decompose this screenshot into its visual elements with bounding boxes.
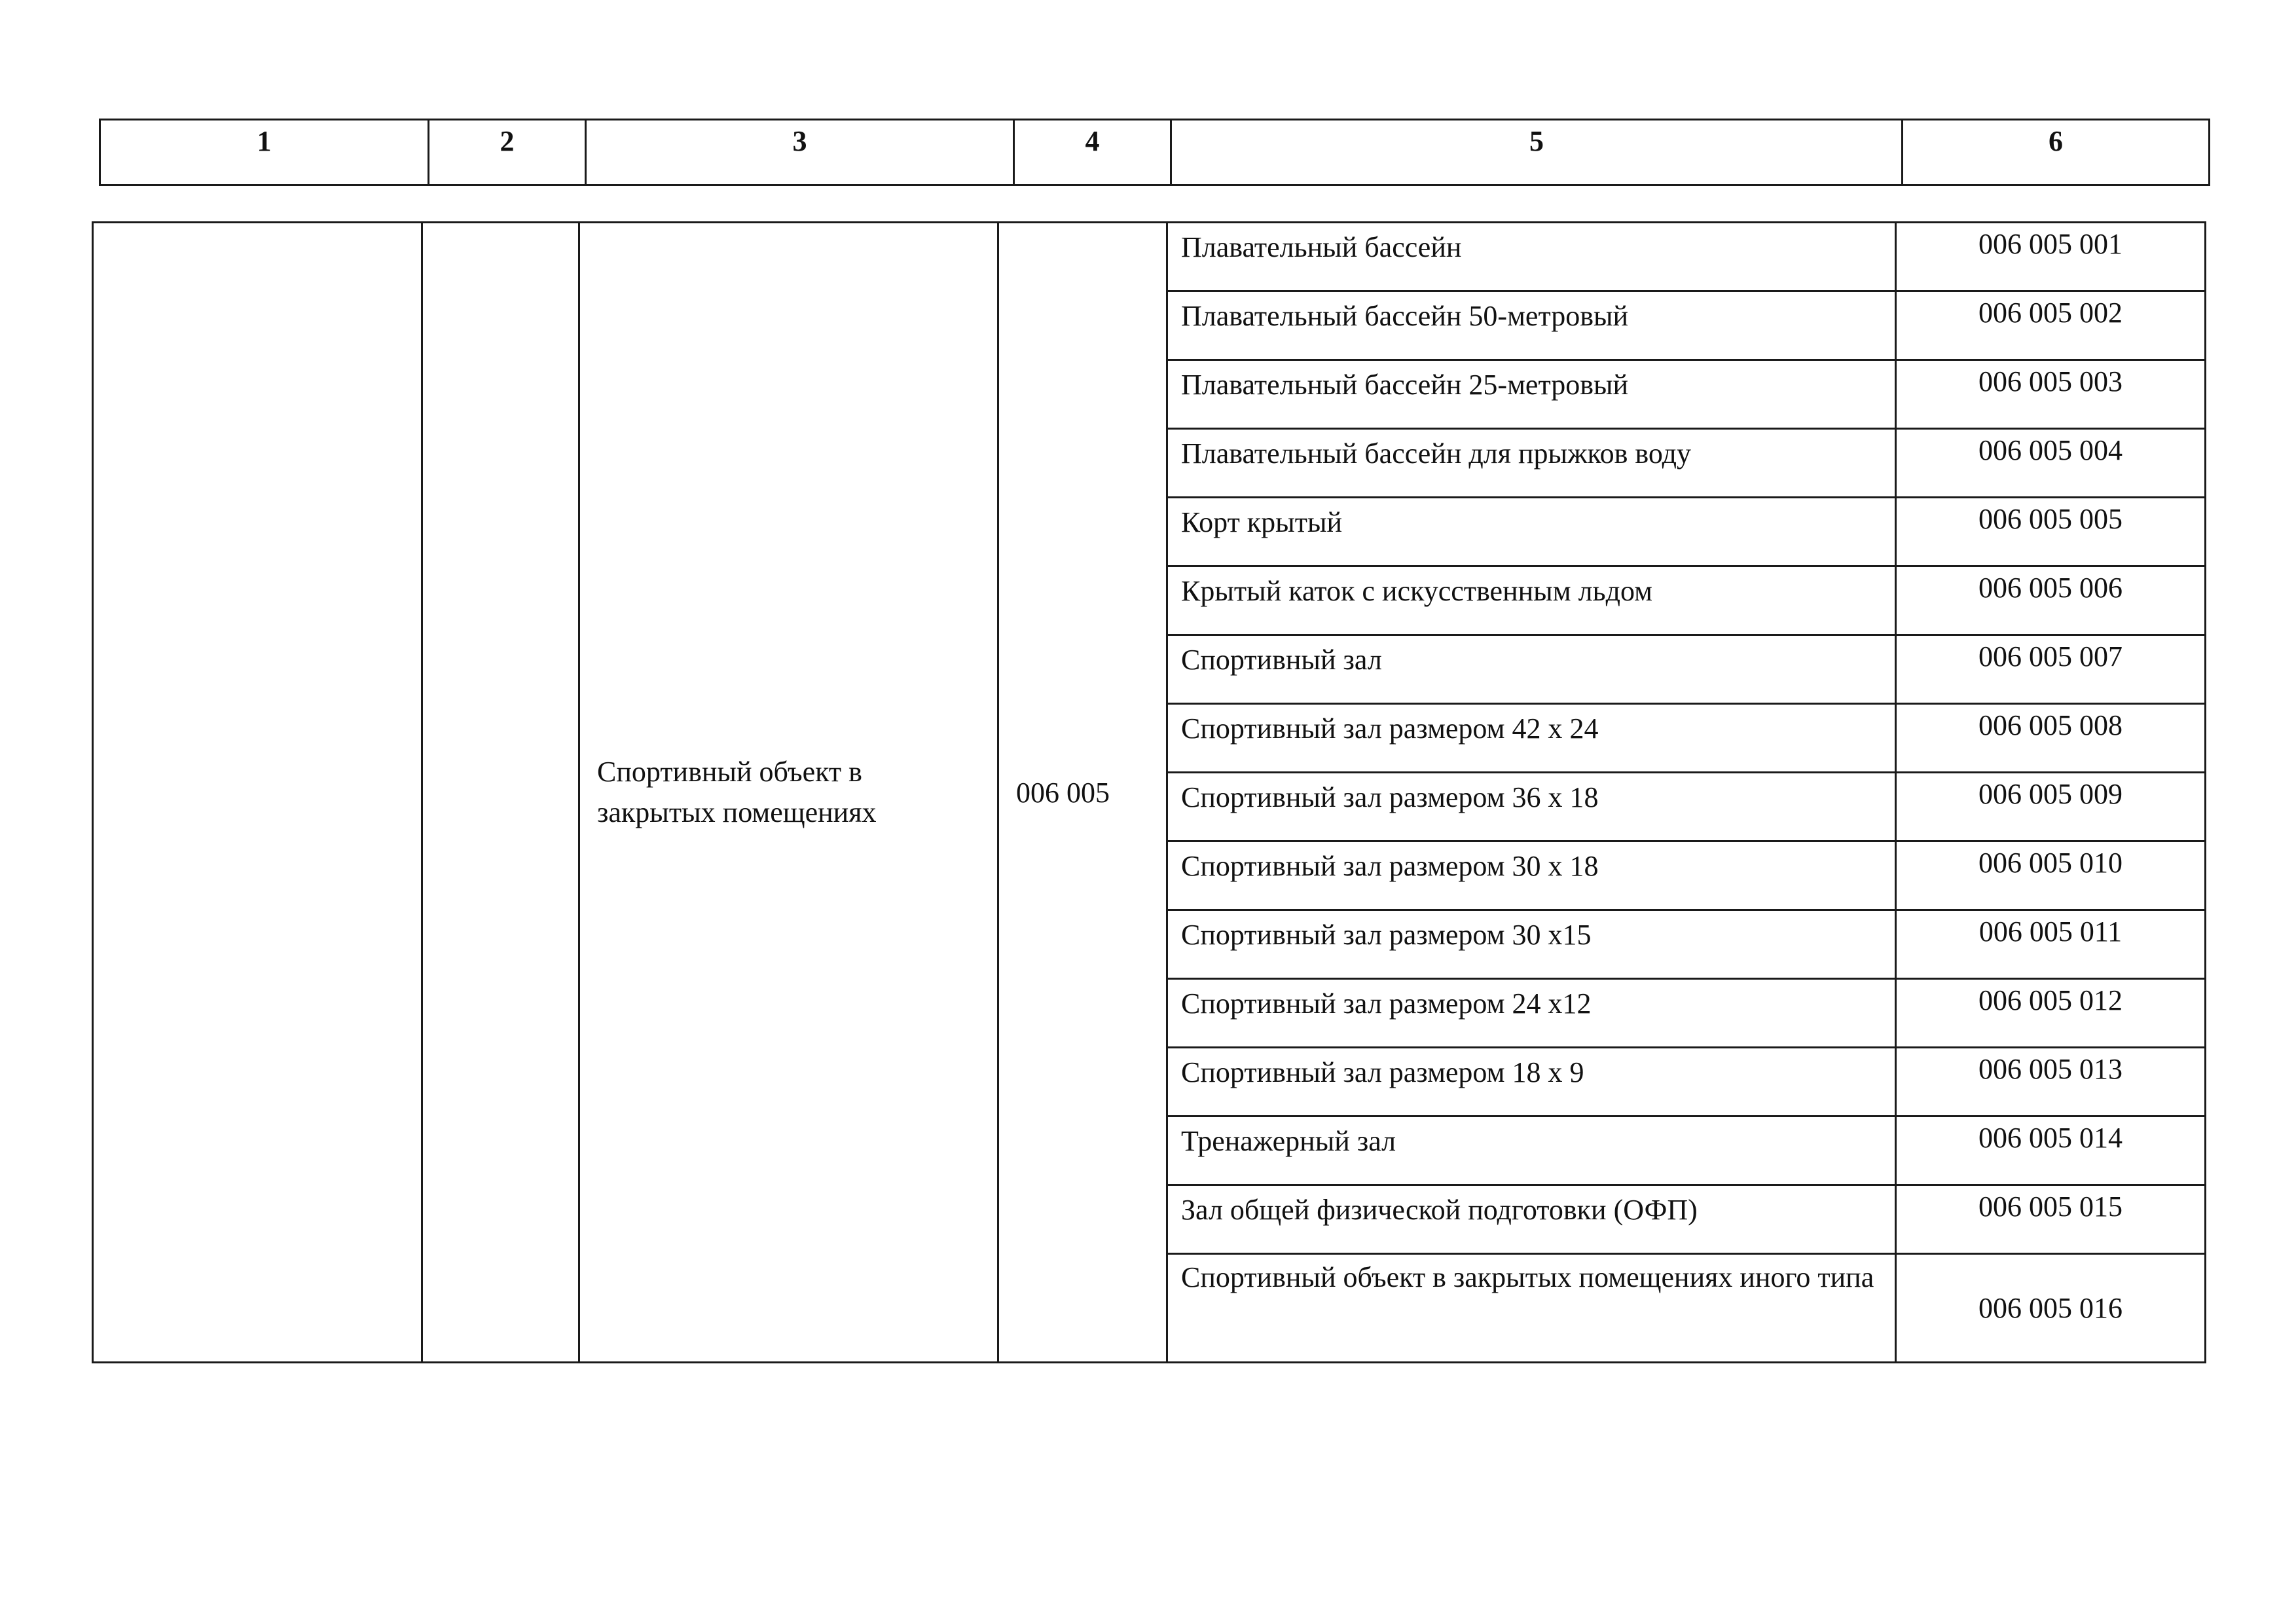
group-code-cell: 006 005 [998,223,1167,1363]
item-code-cell: 006 005 015 [1896,1185,2206,1254]
item-name-cell: Плавательный бассейн 50-метровый [1167,291,1896,360]
item-name-cell: Спортивный объект в закрытых помещениях иного типа [1167,1254,1896,1363]
item-name-cell: Зал общей физической подготовки (ОФП) [1167,1185,1896,1254]
item-code-cell: 006 005 009 [1896,773,2206,841]
item-name-cell: Спортивный зал размером 18 х 9 [1167,1048,1896,1116]
item-code-cell: 006 005 007 [1896,635,2206,704]
item-name-cell: Спортивный зал размером 30 х 18 [1167,841,1896,910]
column-number-header-table [99,119,2210,186]
item-name-cell: Спортивный зал размером 24 х12 [1167,979,1896,1048]
item-name-cell: Плавательный бассейн для прыжков воду [1167,429,1896,498]
item-code-cell: 006 005 016 [1896,1254,2206,1363]
table-row [93,223,2206,291]
column-header-6: 6 [1903,120,2210,185]
item-code-cell: 006 005 012 [1896,979,2206,1048]
item-code-cell: 006 005 010 [1896,841,2206,910]
item-code-cell: 006 005 001 [1896,223,2206,291]
item-code-cell: 006 005 003 [1896,360,2206,429]
item-code-cell: 006 005 005 [1896,498,2206,566]
item-name-cell: Плавательный бассейн [1167,223,1896,291]
item-name-cell: Спортивный зал размером 30 х15 [1167,910,1896,979]
item-code-cell: 006 005 013 [1896,1048,2206,1116]
header-row [100,120,2210,185]
item-code-cell: 006 005 011 [1896,910,2206,979]
item-name-cell: Спортивный зал размером 36 х 18 [1167,773,1896,841]
item-name-cell: Корт крытый [1167,498,1896,566]
item-name-cell: Крытый каток с искусственным льдом [1167,566,1896,635]
column-header-4: 4 [1014,120,1171,185]
item-code-cell: 006 005 008 [1896,704,2206,773]
column-2-empty-cell [422,223,579,1363]
column-1-empty-cell [93,223,422,1363]
item-code-cell: 006 005 006 [1896,566,2206,635]
item-name-cell: Тренажерный зал [1167,1116,1896,1185]
item-name-cell: Спортивный зал размером 42 х 24 [1167,704,1896,773]
item-code-cell: 006 005 014 [1896,1116,2206,1185]
item-code-cell: 006 005 004 [1896,429,2206,498]
column-header-2: 2 [429,120,586,185]
group-name-cell: Спортивный объект в закрытых помещениях [579,223,998,1363]
item-name-cell: Спортивный зал [1167,635,1896,704]
column-header-3: 3 [586,120,1014,185]
column-header-1: 1 [100,120,429,185]
column-header-5: 5 [1171,120,1903,185]
classification-table [92,221,2206,1363]
item-code-cell: 006 005 002 [1896,291,2206,360]
item-name-cell: Плавательный бассейн 25-метровый [1167,360,1896,429]
